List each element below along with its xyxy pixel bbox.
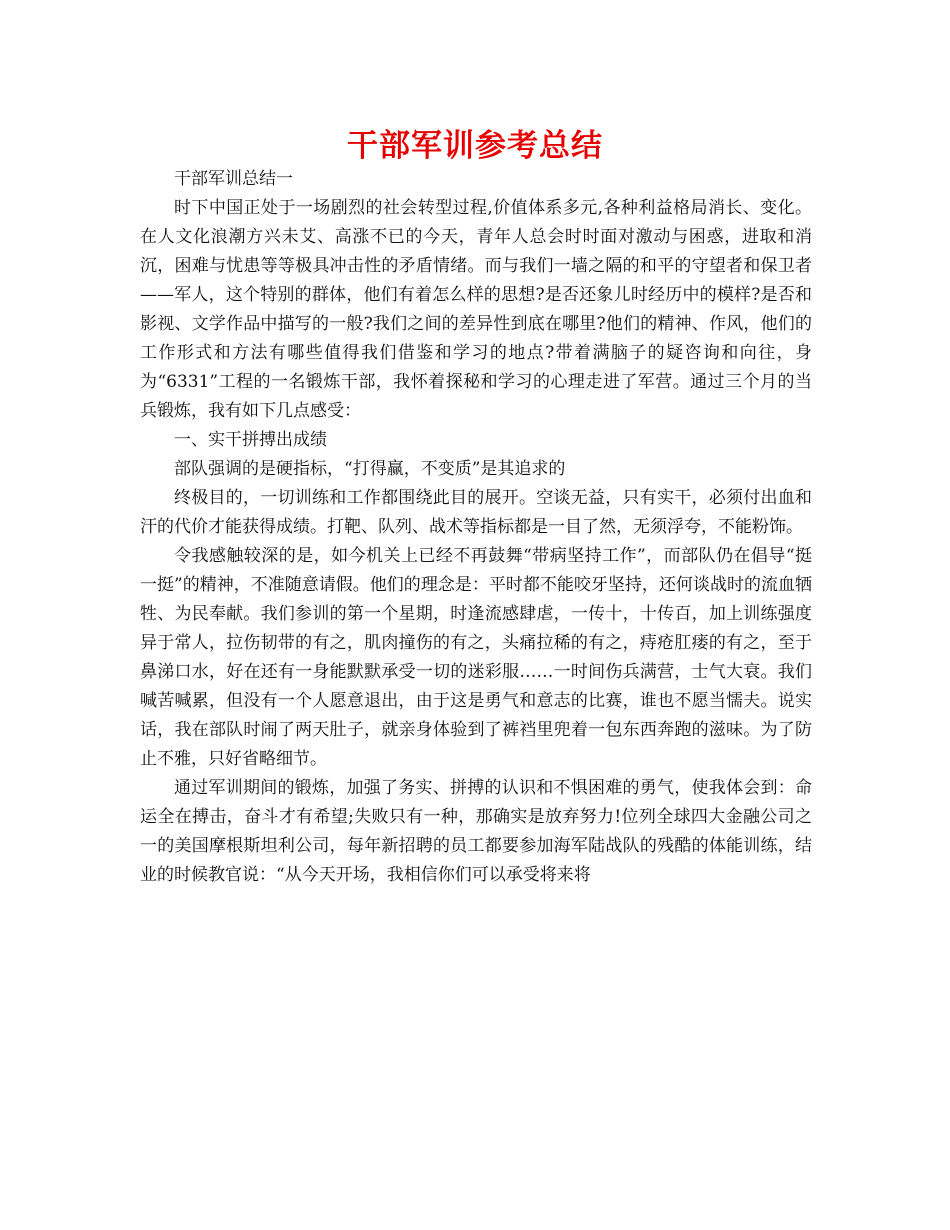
paragraph: 通过军训期间的锻炼，加强了务实、拼搏的认识和不惧困难的勇气，使我体会到：命运全在搏击，奋斗才有希望;失败只有一种，那确实是放弃努力!位列全球四大金融公司之一的美国摩根斯坦利公司，每年新招聘的员工都要参加海军陆战队的残酷的体能训练，结业的时候教官说：“从今天开场，我相信你们可以承受将来将	[140, 778, 812, 885]
paragraph: 终极目的，一切训练和工作都围绕此目的展开。空谈无益，只有实干，必须付出血和汗的代价才能获得成绩。打靶、队列、战术等指标都是一目了然，无须浮夸，不能粉饰。	[140, 488, 812, 537]
paragraph-heading: 干部军训总结一	[174, 169, 293, 189]
section-heading: 一、实干拼搏出成绩	[174, 430, 327, 450]
document-title: 干部军训参考总结	[347, 128, 603, 164]
document-body	[140, 165, 812, 890]
paragraph: 令我感触较深的是，如今机关上已经不再鼓舞“带病坚持工作”，而部队仍在倡导“挺一挺”的精神，不准随意请假。他们的理念是：平时都不能咬牙坚持，还何谈战时的流血牺牲、为民奉献。我们参训的第一个星期，时逢流感肆虐，一传十，十传百，加上训练强度异于常人，拉伤韧带的有之，肌肉撞伤的有之，头痛拉稀的有之，痔疮肛瘘的有之，至于鼻涕口水，好在还有一身能默默承受一切的迷彩服……一时间伤兵满营，士气大衰。我们喊苦喊累，但没有一个人愿意退出，由于这是勇气和意志的比赛，谁也不愿当懦夫。说实话，我在部队时闹了两天肚子，就亲身体验到了裤裆里兜着一包东西奔跑的滋味。为了防止不雅，只好省略细节。	[140, 546, 812, 769]
paragraph: 部队强调的是硬指标，“打得赢，不变质”是其追求的	[174, 459, 566, 479]
paragraph-intro: 时下中国正处于一场剧烈的社会转型过程,价值体系多元,各种利益格局消长、变化。在人文化浪潮方兴未艾、高涨不已的今天，青年人总会时时面对激动与困惑，进取和消沉，困难与忧患等等极具冲击性的矛盾情绪。而与我们一墙之隔的和平的守望者和保卫者——军人，这个特别的群体，他们有着怎么样的思想?是否还象儿时经历中的模样?是否和影视、文学作品中描写的一般?我们之间的差异性到底在哪里?他们的精神、作风，他们的工作形式和方法有哪些值得我们借鉴和学习的地点?带着满脑子的疑咨询和向往，身为“6331”工程的一名锻炼干部，我怀着探秘和学习的心理走进了军营。通过三个月的当兵锻炼，我有如下几点感受：	[140, 198, 812, 421]
